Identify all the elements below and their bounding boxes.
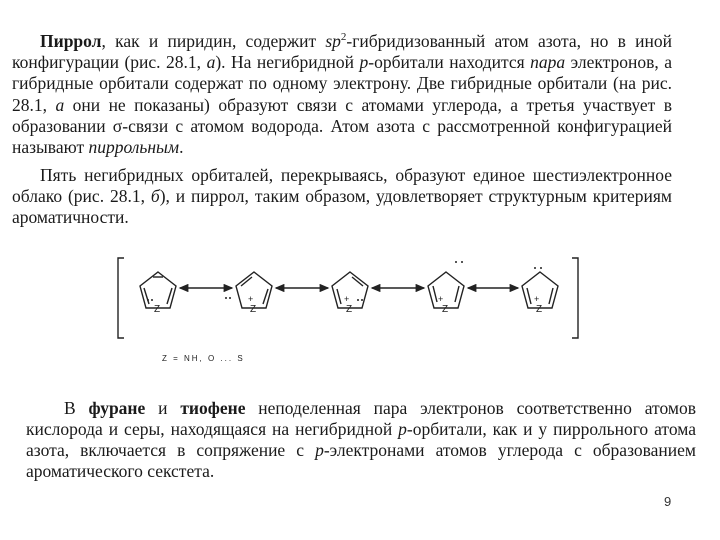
substituent-formula: Z = NH, O ... S xyxy=(162,354,245,363)
term-p: р xyxy=(359,52,369,73)
text-run: Пять негибридных орбиталей, перекрываясь, образуют единое шестиэлектронное облако (рис. 28.1, xyxy=(12,165,672,207)
text-run: -орбитали находится xyxy=(368,52,531,73)
atom-label-z: Z xyxy=(442,304,449,315)
term-furan: фуране xyxy=(88,398,146,418)
text-run: -орбитали, как и у пиррольного атома азота, включается в сопряжение с xyxy=(26,419,696,460)
text-run: они не показаны) образуют связи с атомами углерода, а третья участвует в образовании σ-связи с атомом водорода. Атом азота с рассмотренной конфигурацией называют xyxy=(12,94,673,158)
fig-ref-a: а xyxy=(55,94,65,115)
paragraph-furan-thiophene xyxy=(26,398,696,482)
atom-label-z: Z xyxy=(346,304,353,315)
text-run: ). На негибридной xyxy=(215,52,360,73)
resonance-scheme xyxy=(112,250,592,350)
pyrrole-ring-4 xyxy=(428,272,464,308)
text-run: и xyxy=(145,398,181,418)
paragraph-pyrrole xyxy=(12,31,672,158)
text-run: , как и пиридин, содержит xyxy=(101,31,326,51)
paragraph-aromaticity xyxy=(12,165,672,229)
charge-plus: + xyxy=(438,294,444,304)
charge-plus: + xyxy=(534,294,540,304)
charge-plus: + xyxy=(344,294,350,304)
fig-ref-b: б xyxy=(150,186,160,207)
page-number: 9 xyxy=(664,494,672,509)
text-run: электронов, а гибридные орбитали содержат по одному электрону. Две гибридные орбитали (на рис. 28.1, xyxy=(12,52,672,115)
pyrrole-ring-5 xyxy=(522,272,558,308)
fig-ref-a: а xyxy=(206,52,216,73)
pyrrole-ring-2 xyxy=(236,272,272,308)
atom-label-z: Z xyxy=(154,304,161,315)
term-thiophene: тиофене xyxy=(180,398,246,418)
text-run: В xyxy=(64,398,89,418)
text-run: неподеленная пара электронов соответственно атомов кислорода и серы, находящаяся на негибридной xyxy=(26,398,696,439)
pyrrole-ring-3 xyxy=(332,272,368,308)
text-run: -электронами атомов углерода с образованием ароматического секстета. xyxy=(26,440,697,481)
text-run: -гибридизованный атом азота, но в иной конфигурации (рис. 28.1, xyxy=(12,31,672,73)
term-sp: sp xyxy=(325,31,341,51)
text-run: . xyxy=(179,137,184,158)
pyrrole-ring-1 xyxy=(140,272,176,308)
right-bracket xyxy=(572,258,578,338)
charge-plus: + xyxy=(248,294,254,304)
left-bracket xyxy=(118,258,124,338)
term-pyrrole: Пиррол xyxy=(40,31,102,51)
term-pair: пара xyxy=(530,52,566,73)
term-p: р xyxy=(398,419,407,439)
superscript-2: 2 xyxy=(340,31,347,44)
atom-label-z: Z xyxy=(250,304,257,315)
term-pyrrolic: пиррольным xyxy=(88,137,180,158)
text-run: ), и пиррол, таким образом, удовлетворяет структурным критериям ароматичности. xyxy=(12,186,672,228)
term-p: р xyxy=(315,440,324,460)
atom-label-z: Z xyxy=(536,304,543,315)
